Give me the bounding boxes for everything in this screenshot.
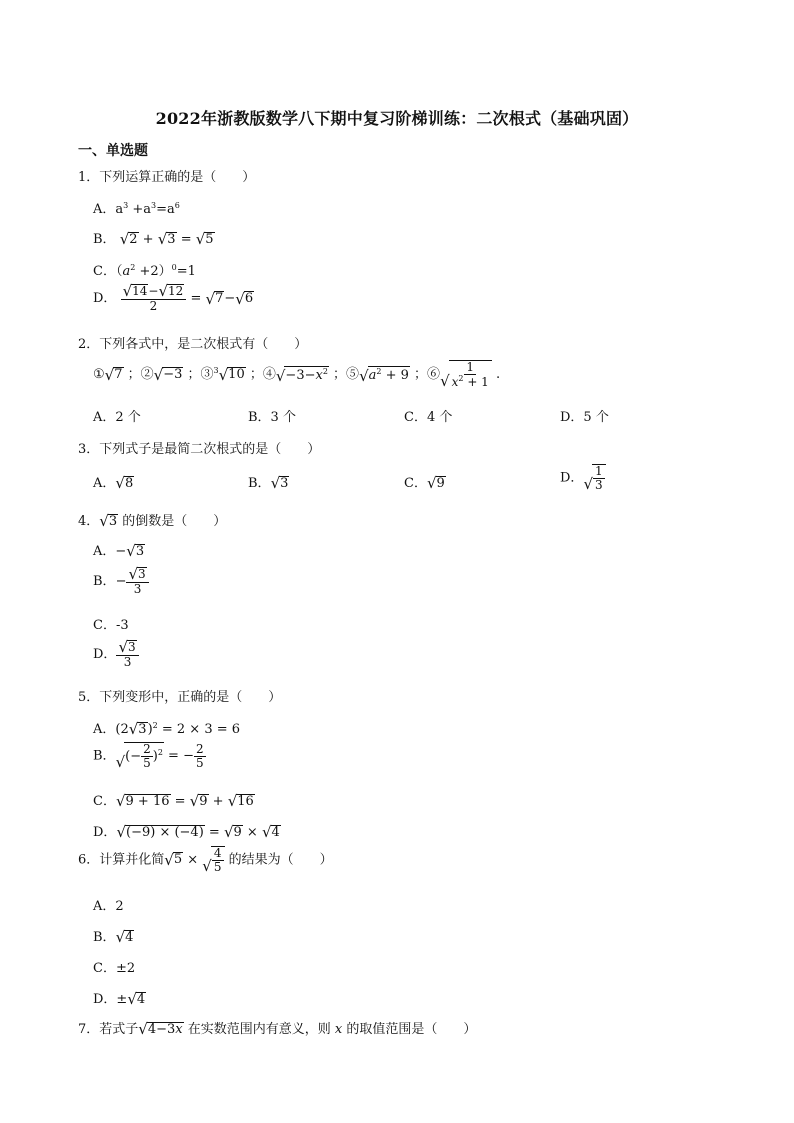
q3-option-d[interactable]: D． √ $\frac{1}{3}$ bbox=[560, 464, 606, 492]
q5-option-d[interactable]: D． √ (−9) × (−4) = √ 9 × √ 4 bbox=[93, 823, 280, 842]
q5-option-b[interactable]: B． √ (− $\frac{2}{5}$ )$^2$ = − $\frac{2}{5}$ bbox=[93, 741, 204, 772]
q4-option-d[interactable]: D． √ 3 3 bbox=[93, 640, 139, 669]
q1-option-a[interactable]: A．$a^3 +a^3=a^6$ bbox=[93, 201, 180, 217]
q1-option-b[interactable]: B． √ 2 + √ 3 = √ 5 bbox=[93, 230, 214, 249]
q2-option-b[interactable]: B．3 个 bbox=[248, 410, 296, 425]
q3-option-a[interactable]: A． √ 8 bbox=[93, 474, 134, 493]
q1-option-c[interactable]: C．$(a^2 +2)^0=1$ bbox=[93, 263, 196, 279]
q5-option-c[interactable]: C． √ 9 + 16 = √ 9 + √ 16 bbox=[93, 792, 254, 811]
section-heading: 一、单选题 bbox=[78, 143, 148, 159]
q5-option-a[interactable]: A．(2 √ 3 )$^2$ = 2 × 3 = 6 bbox=[93, 720, 241, 739]
question-6-stem: 6．计算并化简 √ 5 × √ $\frac{4}{5}$ 的结果为（ ） bbox=[78, 846, 333, 876]
question-1-stem: 1．下列运算正确的是（ ） bbox=[78, 170, 256, 185]
q4-option-c[interactable]: C．-3 bbox=[93, 618, 129, 633]
question-4-stem: 4． √ 3 的倒数是（ ） bbox=[78, 512, 227, 531]
question-3-stem: 3．下列式子是最简二次根式的是（ ） bbox=[78, 442, 321, 457]
q2-expressions: ① √ 7 ；② √ −3 ；③$^3$ √ 10 ；④ √ $-3-x^2$ ；⑤ √ $a^2 + 9$ ；⑥ √ $\frac{1}{x^2 + 1}$ . bbox=[93, 360, 501, 391]
q6-option-c[interactable]: C．±2 bbox=[93, 961, 136, 976]
q3-option-b[interactable]: B． √ 3 bbox=[248, 474, 289, 493]
q4-option-a[interactable]: A．− √ 3 bbox=[93, 542, 145, 561]
q1-option-d[interactable]: D． √ 14 − √ 12 2 = √ 7 − √ 6 bbox=[93, 282, 254, 313]
q3-option-c[interactable]: C． √ 9 bbox=[404, 474, 445, 493]
q6-option-a[interactable]: A．2 bbox=[93, 899, 124, 914]
q6-option-b[interactable]: B． √ 4 bbox=[93, 928, 134, 947]
page-title: 2022年浙教版数学八下期中复习阶梯训练：二次根式（基础巩固） bbox=[155, 109, 639, 128]
q2-option-a[interactable]: A．2 个 bbox=[93, 410, 141, 425]
q6-option-d[interactable]: D．± √ 4 bbox=[93, 990, 146, 1009]
q2-option-d[interactable]: D．5 个 bbox=[560, 410, 609, 425]
question-7-stem: 7．若式子 √ 4−3x 在实数范围内有意义，则 x 的取值范围是（ ） bbox=[78, 1020, 477, 1039]
question-2-stem: 2．下列各式中，是二次根式有（ ） bbox=[78, 337, 308, 352]
q4-option-b[interactable]: B．− √ 3 3 bbox=[93, 567, 149, 596]
q2-option-c[interactable]: C．4 个 bbox=[404, 410, 453, 425]
question-5-stem: 5．下列变形中，正确的是（ ） bbox=[78, 690, 282, 705]
